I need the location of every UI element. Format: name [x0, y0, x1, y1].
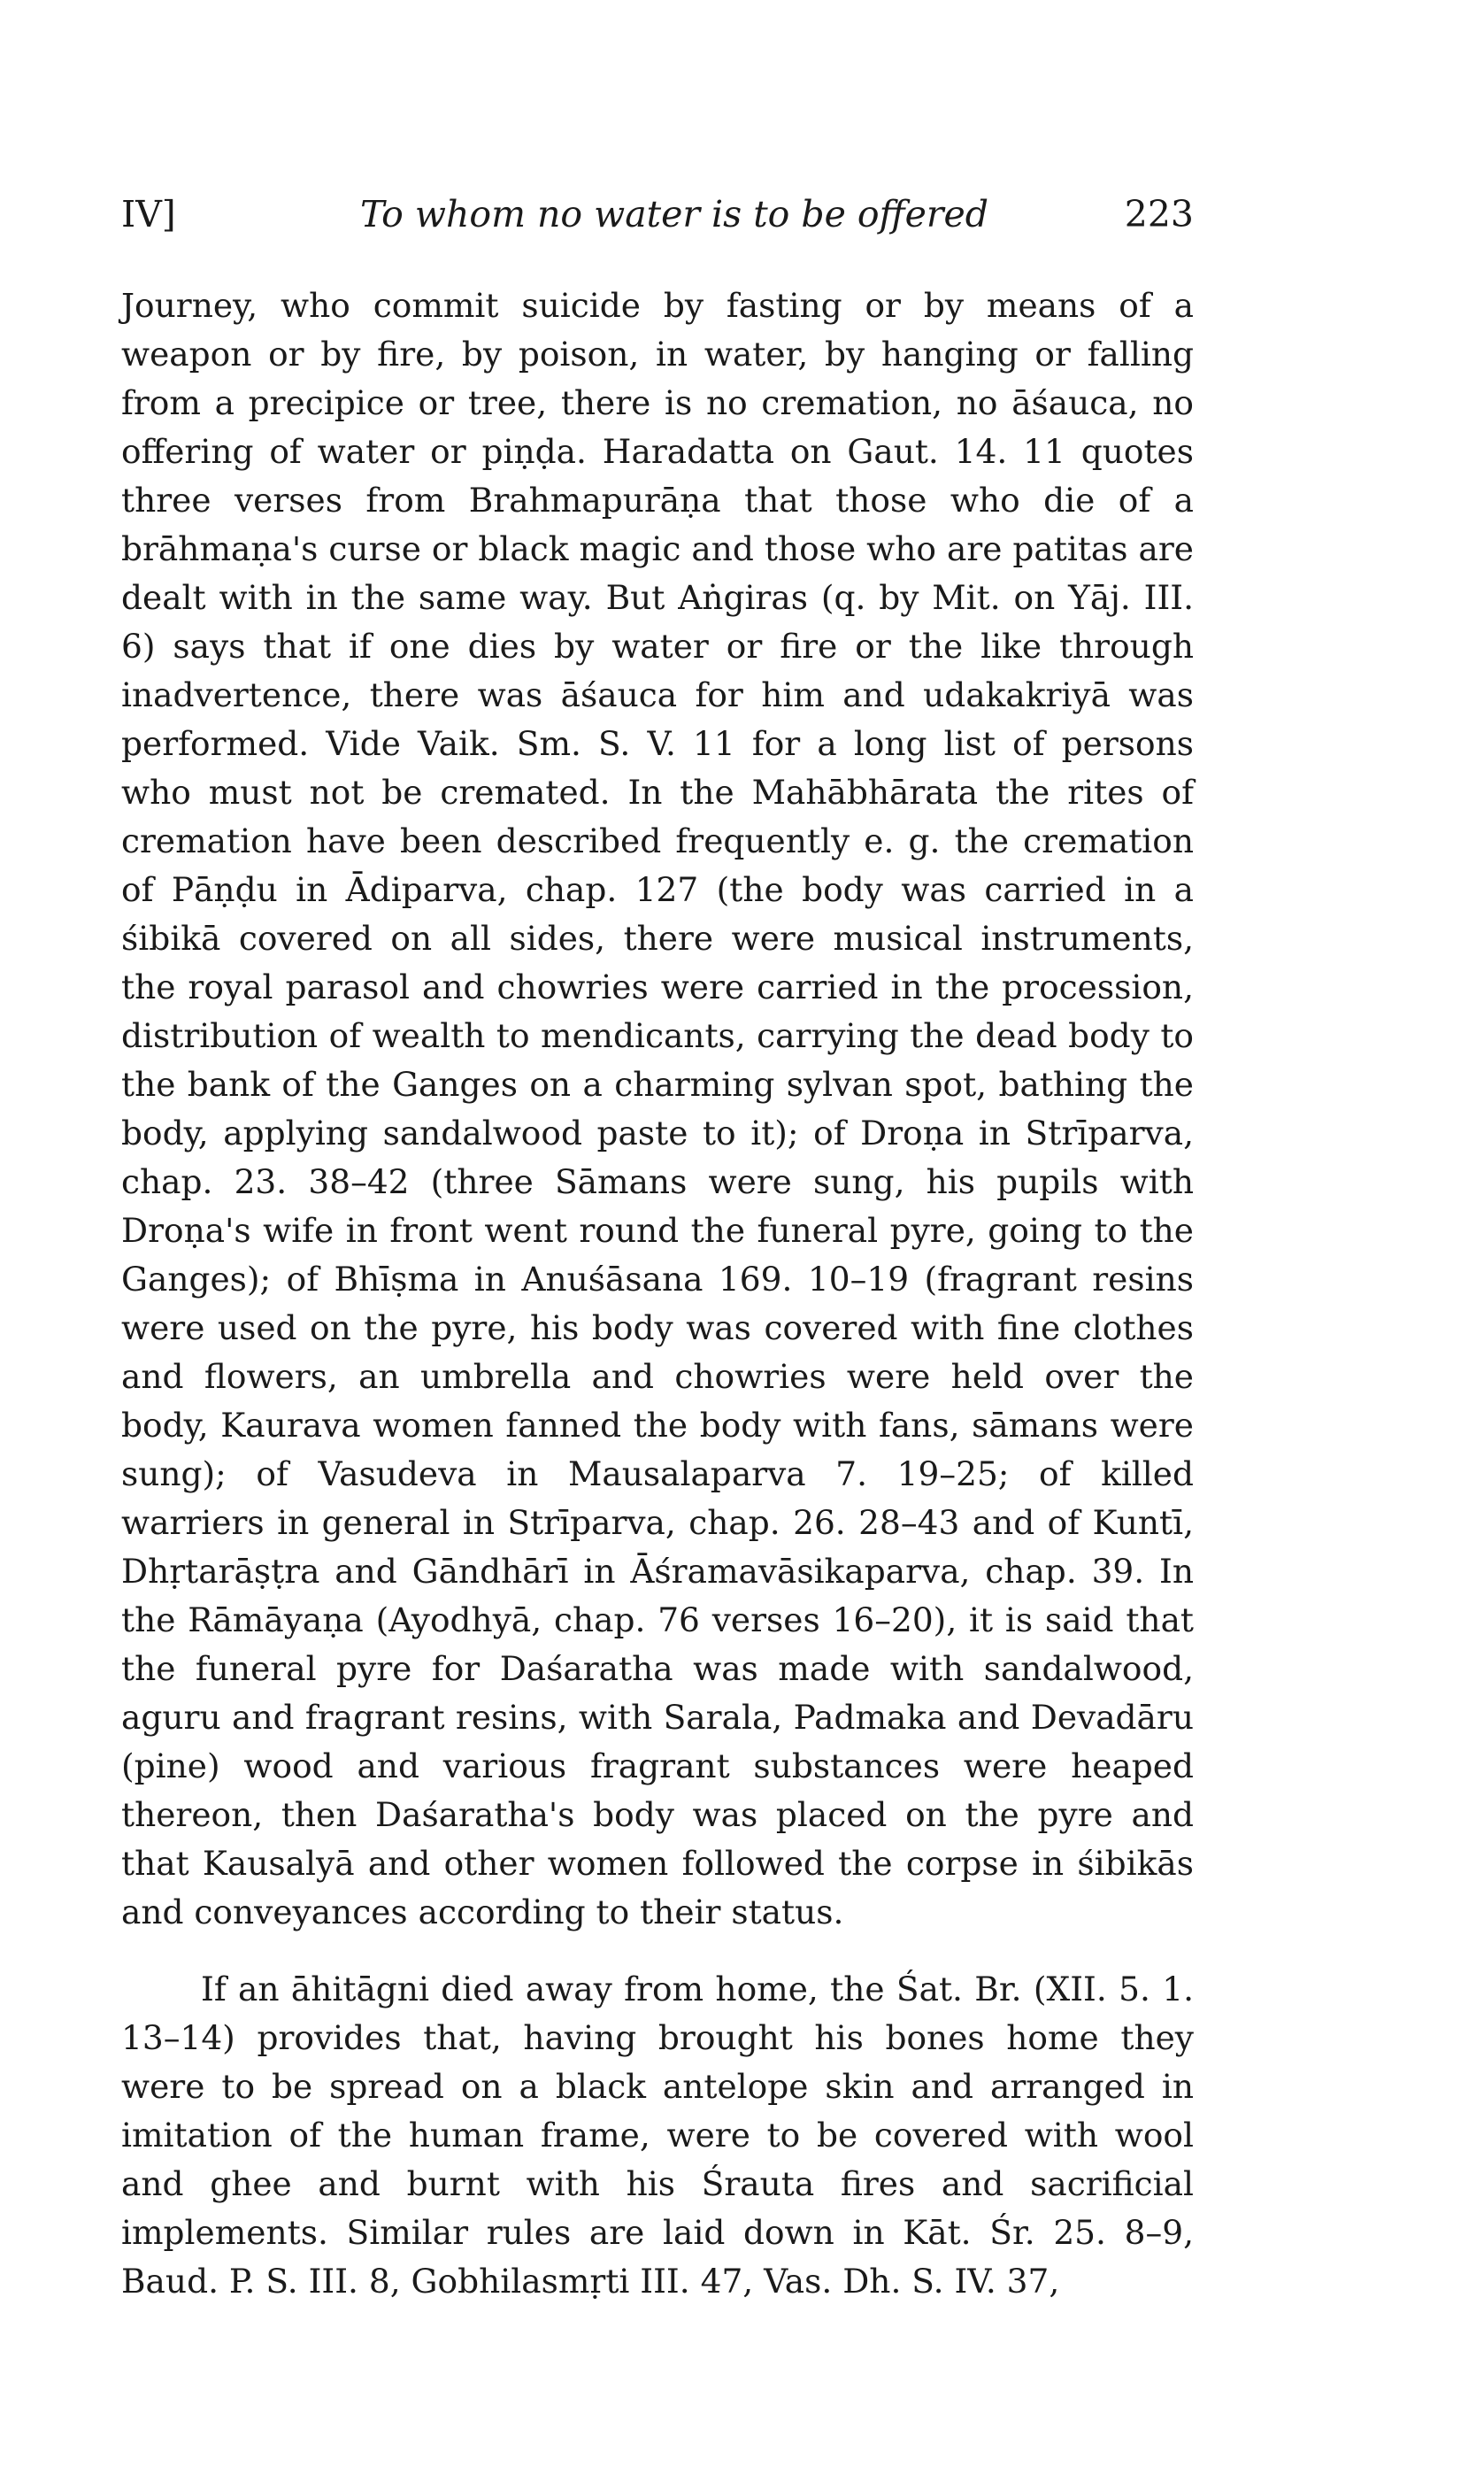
- paragraph-ahitagni: If an āhitāgni died away from home, the Śat. Br. (XII. 5. 1. 13–14) provides that, having brought his bones home they were to be spread on a black antelope skin and arranged in imitation of the human frame, were to be covered with wool and ghee and burnt with his Śrauta fires and sacrificial implements. Similar rules are laid down in Kāt. Śr. 25. 8–9, Baud. P. S. III. 8, Gobhilasmṛti III. 47, Vas. Dh. S. IV. 37,: [121, 1970, 1194, 2301]
- paragraph-cremation-rules: Journey, who commit suicide by fasting or by means of a weapon or by fire, by poison, in water, by hanging or falling from a precipice or tree, there is no cremation, no āśauca, no offering of water or piṇḍa. Haradatta on Gaut. 14. 11 quotes three verses from Brahmapurāṇa that those who die of a brāhmaṇa's curse or black magic and those who are patitas are dealt with in the same way. But Aṅgiras (q. by Mit. on Yāj. III. 6) says that if one dies by water or fire or the like through inadvertence, there was āśauca for him and udakakriyā was performed. Vide Vaik. Sm. S. V. 11 for a long list of persons who must not be cremated. In the Mahābhārata the rites of cremation have been described frequently e. g. the cremation of Pāṇḍu in Ādiparva, chap. 127 (the body was carried in a śibikā covered on all sides, there were musical instruments, the royal parasol and chowries were carried in the procession, distribution of wealth to mendicants, carrying the dead body to the bank of the Ganges on a charming sylvan spot, bathing the body, applying sandalwood paste to it); of Droṇa in Strīparva, chap. 23. 38–42 (three Sāmans were sung, his pupils with Droṇa's wife in front went round the funeral pyre, going to the Ganges); of Bhīṣma in Anuśāsana 169. 10–19 (fragrant resins were used on the pyre, his body was covered with fine clothes and flowers, an umbrella and chowries were held over the body, Kaurava women fanned the body with fans, sāmans were sung); of Vasudeva in Mausalaparva 7. 19–25; of killed warriers in general in Strīparva, chap. 26. 28–43 and of Kuntī, Dhṛtarāṣṭra and Gāndhārī in Āśramavāsikaparva, chap. 39. In the Rāmāyaṇa (Ayodhyā, chap. 76 verses 16–20), it is said that the funeral pyre for Daśaratha was made with sandalwood, aguru and fragrant resins, with Sarala, Padmaka and Devadāru (pine) wood and various fragrant substances were heaped thereon, then Daśaratha's body was placed on the pyre and that Kausalyā and other women followed the corpse in śibikās and conveyances according to their status.: [121, 286, 1194, 1931]
- body-text: [121, 281, 1194, 2306]
- chapter-marker: IV]: [121, 193, 176, 235]
- running-head: [121, 193, 1194, 246]
- section-title: To whom no water is to be offered: [360, 193, 989, 235]
- page-number: 223: [1124, 193, 1194, 235]
